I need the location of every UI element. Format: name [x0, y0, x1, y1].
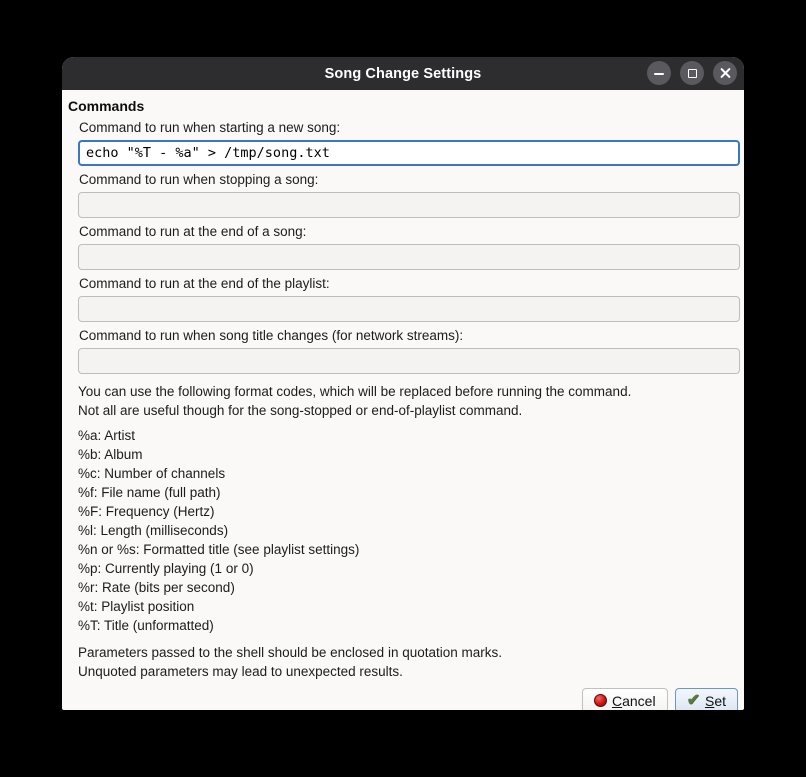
- song-change-settings-dialog: [62, 57, 744, 710]
- format-codes-list: [78, 426, 740, 635]
- field-group-title-change: [78, 327, 740, 374]
- format-codes-intro: [78, 382, 740, 420]
- set-button[interactable]: [675, 688, 738, 710]
- apply-check-icon: [687, 693, 700, 709]
- start-song-label: Command to run when starting a new song:: [79, 120, 341, 135]
- field-group-stop-song: [78, 171, 740, 218]
- end-song-label: Command to run at the end of a song:: [79, 224, 307, 239]
- format-codes-intro-line1: You can use the following format codes, which will be replaced before running the command.: [78, 384, 632, 399]
- shell-warning-line1: Parameters passed to the shell should be enclosed in quotation marks.: [78, 645, 502, 660]
- format-code-item: %F: Frequency (Hertz): [78, 504, 215, 519]
- format-code-item: %b: Album: [78, 447, 143, 462]
- title-change-label: Command to run when song title changes (for network streams):: [79, 328, 464, 343]
- dialog-content: [62, 90, 744, 710]
- minimize-icon[interactable]: [647, 61, 671, 85]
- window-controls: [647, 61, 737, 85]
- end-playlist-label: Command to run at the end of the playlist:: [79, 276, 330, 291]
- cancel-button-label: Cancel: [611, 692, 656, 709]
- stop-song-command-input[interactable]: [78, 192, 740, 218]
- dialog-button-row: [66, 688, 738, 710]
- field-group-end-song: [78, 223, 740, 270]
- format-codes-intro-line2: Not all are useful though for the song-stopped or end-of-playlist command.: [78, 403, 523, 418]
- format-code-item: %l: Length (milliseconds): [78, 523, 229, 538]
- stop-icon: [594, 694, 607, 707]
- start-song-command-input[interactable]: [78, 140, 740, 166]
- stop-song-label: Command to run when stopping a song:: [79, 172, 319, 187]
- format-code-item: %t: Playlist position: [78, 599, 195, 614]
- shell-warning-line2: Unquoted parameters may lead to unexpected results.: [78, 664, 403, 679]
- commands-section-header: Commands: [68, 98, 145, 114]
- format-code-item: %c: Number of channels: [78, 466, 226, 481]
- window-title: Song Change Settings: [324, 65, 482, 82]
- close-icon[interactable]: [713, 61, 737, 85]
- end-song-command-input[interactable]: [78, 244, 740, 270]
- format-code-item: %T: Title (unformatted): [78, 618, 214, 633]
- format-code-item: %n or %s: Formatted title (see playlist settings): [78, 542, 360, 557]
- format-code-item: %a: Artist: [78, 428, 136, 443]
- titlebar[interactable]: [62, 57, 744, 90]
- end-playlist-command-input[interactable]: [78, 296, 740, 322]
- field-group-start-song: [78, 119, 740, 166]
- maximize-icon[interactable]: [680, 61, 704, 85]
- title-change-command-input[interactable]: [78, 348, 740, 374]
- format-code-item: %f: File name (full path): [78, 485, 221, 500]
- cancel-button[interactable]: [582, 688, 668, 710]
- set-button-label: Set: [704, 692, 726, 709]
- field-group-end-playlist: [78, 275, 740, 322]
- format-code-item: %r: Rate (bits per second): [78, 580, 235, 595]
- format-code-item: %p: Currently playing (1 or 0): [78, 561, 254, 576]
- shell-warning-text: [78, 643, 740, 681]
